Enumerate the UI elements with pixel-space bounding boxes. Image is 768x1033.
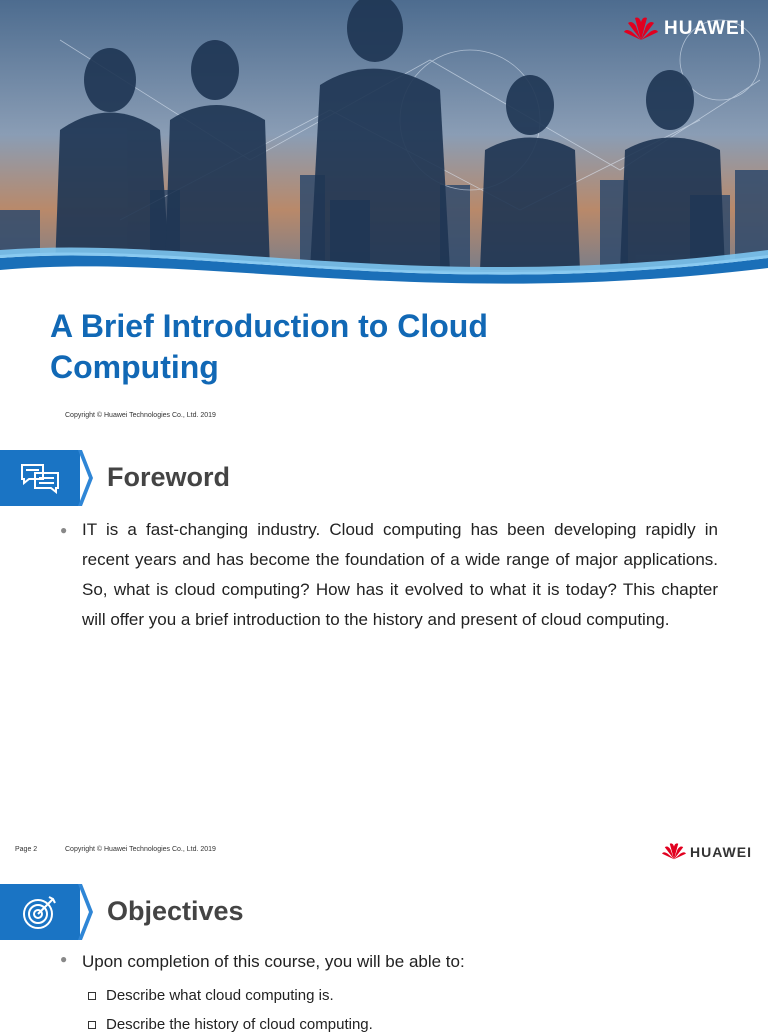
objective-item-text: Describe the history of cloud computing. (106, 1016, 373, 1033)
title-copyright: Copyright © Huawei Technologies Co., Ltd. 2019 (65, 412, 216, 419)
bullet-dot: ● (60, 952, 68, 966)
target-icon (21, 893, 59, 931)
huawei-flower-icon (662, 842, 686, 861)
objectives-intro (60, 952, 465, 972)
deck-title-line1: A Brief Introduction to Cloud (50, 308, 488, 344)
footer-huawei-logo (662, 842, 752, 861)
foreword-title: Foreword (107, 462, 231, 492)
huawei-logo-text: HUAWEI (664, 18, 746, 39)
objectives-intro-text: Upon completion of this course, you will be able to: (82, 952, 465, 971)
deck-title-line2: Computing (50, 349, 219, 385)
page-number: Page 2 (15, 846, 38, 853)
slide-footer (0, 842, 768, 862)
foreword-header (0, 450, 768, 510)
header-chevron (78, 450, 94, 506)
huawei-flower-icon (624, 16, 658, 42)
footer-logo-text: HUAWEI (690, 843, 752, 860)
foreword-text: IT is a fast-changing industry. Cloud computing has been developing rapidly in recent years and has become the foundation of a wide range of major applications. So, what is cloud computing? How has it evolved to what it is today? This chapter will offer you a brief introduction to the history and present of cloud computing. (82, 520, 718, 629)
objectives-icon-box (0, 884, 80, 940)
footer-copyright: Copyright © Huawei Technologies Co., Ltd. 2019 (65, 846, 216, 853)
bullet-dot: ● (60, 523, 68, 537)
hero-image (0, 0, 768, 300)
huawei-logo (624, 16, 746, 42)
foreword-bullet (60, 515, 718, 635)
square-bullet-icon (88, 1021, 96, 1029)
objectives-header (0, 884, 768, 944)
chat-bubbles-icon (19, 462, 61, 494)
objective-item (88, 987, 334, 1004)
foreword-icon-box (0, 450, 80, 506)
square-bullet-icon (88, 992, 96, 1000)
objective-item (88, 1016, 373, 1033)
header-chevron (78, 884, 94, 940)
objective-item-text: Describe what cloud computing is. (106, 987, 334, 1004)
deck-title (50, 306, 650, 388)
hero-banner (0, 0, 768, 300)
objectives-title: Objectives (107, 896, 244, 926)
